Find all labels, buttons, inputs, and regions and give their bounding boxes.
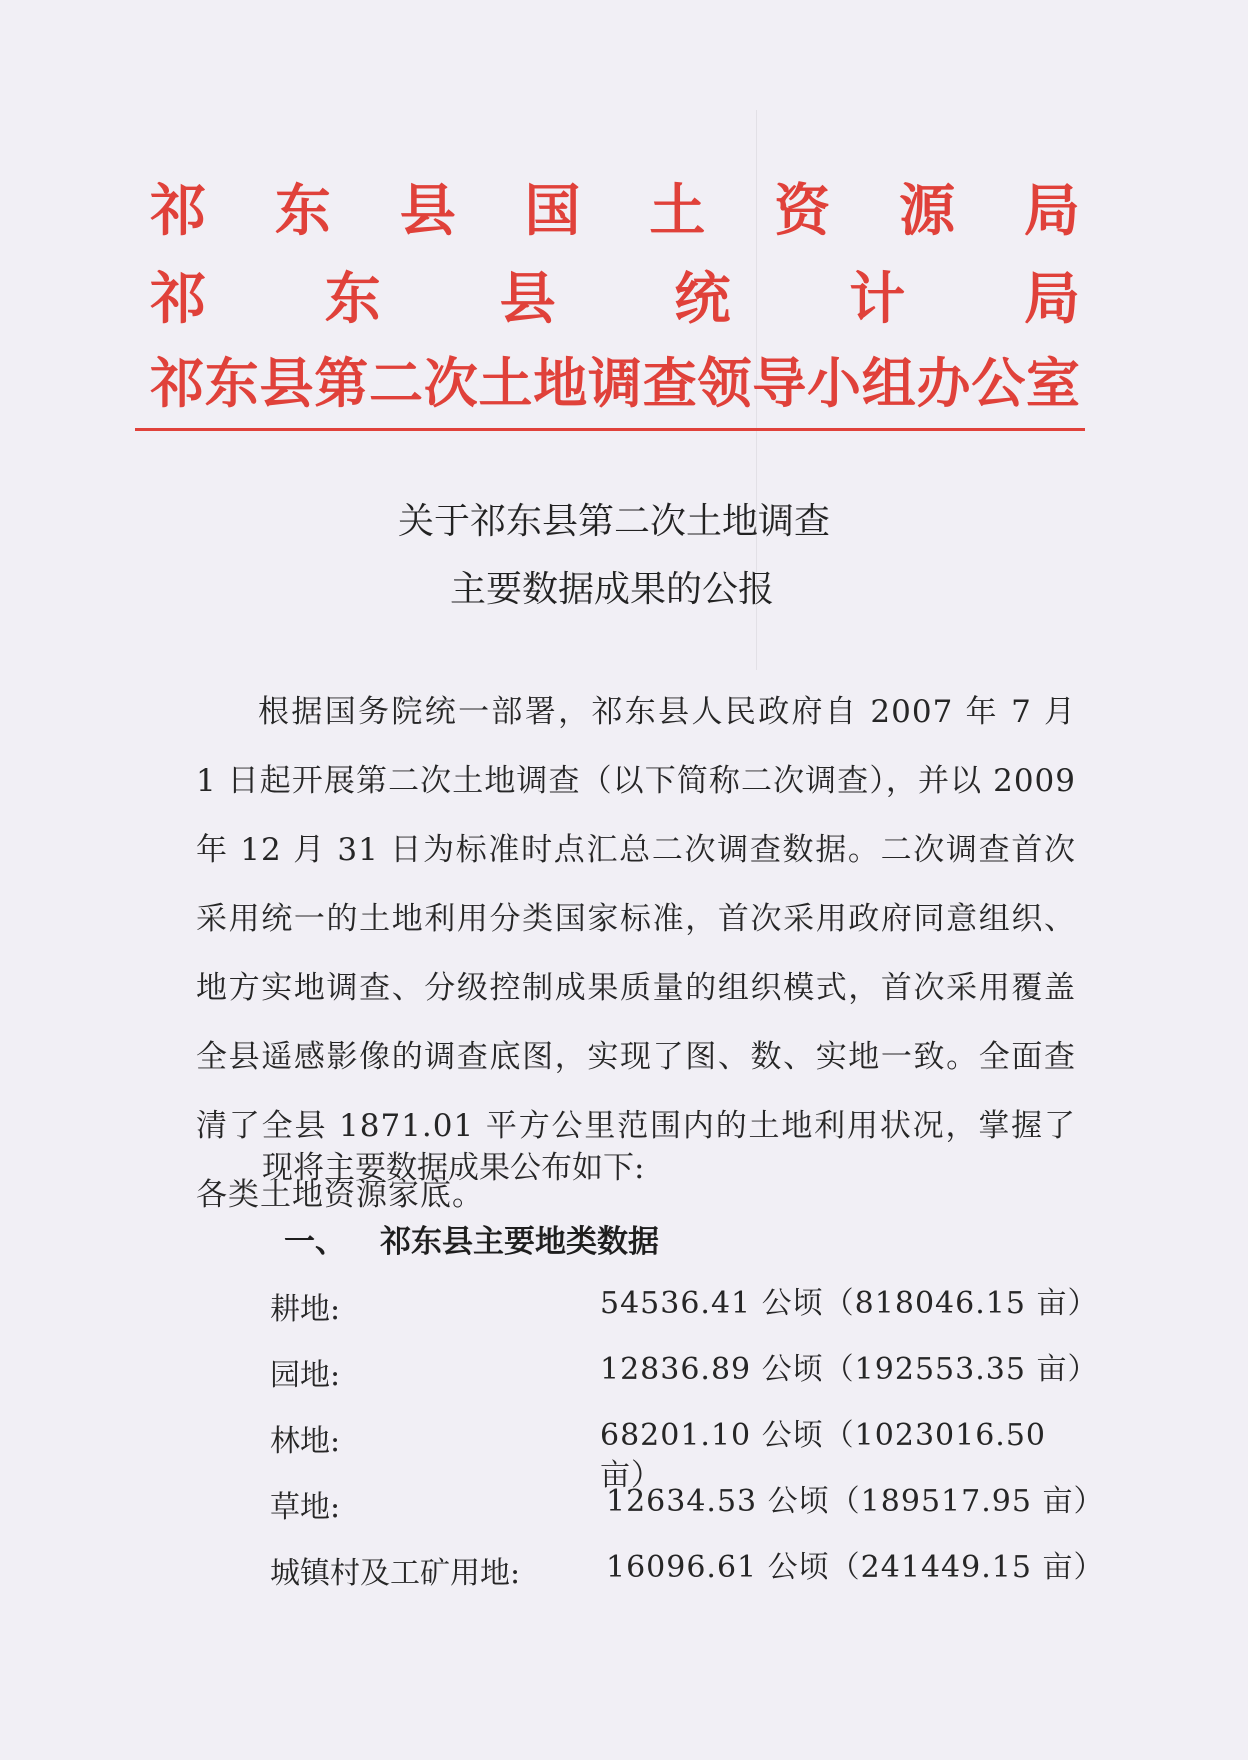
land-type-value: 12634.53 公顷（189517.95 亩） [606, 1484, 1105, 1519]
letterhead-statistics-bureau [150, 268, 1080, 332]
letterhead-char: 祁 [150, 352, 204, 415]
letterhead-char: 公 [971, 352, 1026, 415]
land-type-value: 12836.89 公顷（192553.35 亩） [600, 1352, 1099, 1387]
letterhead-char: 计 [849, 267, 906, 332]
letterhead-char: 室 [1026, 352, 1080, 415]
letterhead-char: 组 [861, 352, 916, 415]
land-type-label: 耕地: [270, 1292, 341, 1327]
land-type-label: 草地: [270, 1490, 341, 1525]
letterhead-char: 县 [399, 179, 456, 244]
land-type-row [270, 1550, 1105, 1620]
letterhead-char: 地 [533, 352, 588, 415]
body-paragraph: 根据国务院统一部署，祁东县人民政府自 2007 年 7 月 1 日起开展第二次土地调查（以下简称二次调查），并以 2009 年 12 月 31 日为标准时点汇总二次调查数据。二次调查首次采用统一的土地利用分类国家标准，首次采用政府同意组织、地方实地调查、分级控制成果质量的组织模式，首次采用覆盖全县遥感影像的调查底图，实现了图、数、实地一致。全面查清了全县 1871.01 平方公里范围内的土地利用状况，掌握了各类土地资源家底。 [196, 694, 1076, 1213]
letterhead-char: 祁 [150, 267, 206, 332]
letterhead-char: 二 [369, 352, 423, 415]
letterhead-char: 源 [899, 179, 956, 244]
letterhead-char: 土 [649, 179, 706, 244]
letterhead-char: 国 [524, 179, 581, 244]
land-type-row [270, 1484, 1105, 1554]
letterhead-char: 资 [774, 179, 831, 244]
land-type-row [270, 1352, 1099, 1422]
letterhead-char: 统 [674, 267, 731, 332]
land-type-value: 16096.61 公顷（241449.15 亩） [606, 1550, 1105, 1585]
letterhead-char: 祁 [150, 179, 206, 244]
letterhead-char: 东 [324, 267, 381, 332]
document-title-line1: 关于祁东县第二次土地调查 [397, 501, 830, 542]
letterhead-char: 办 [916, 352, 971, 415]
letterhead-char: 导 [752, 352, 807, 415]
letterhead-char: 东 [274, 179, 331, 244]
letterhead-char: 局 [1023, 267, 1080, 332]
land-type-label: 园地: [270, 1358, 341, 1393]
land-type-list [270, 1286, 1105, 1620]
letterhead-survey-office [150, 352, 1080, 416]
land-type-value: 54536.41 公顷（818046.15 亩） [600, 1286, 1099, 1321]
letterhead-char: 土 [478, 352, 533, 415]
land-type-label: 林地: [270, 1424, 341, 1459]
land-type-row [270, 1286, 1099, 1356]
letterhead-char: 局 [1023, 179, 1080, 244]
section-title: 祁东县主要地类数据 [380, 1224, 659, 1260]
land-type-label: 城镇村及工矿用地: [270, 1556, 521, 1591]
letterhead-char: 次 [423, 352, 478, 415]
intro-line: 现将主要数据成果公布如下: [262, 1150, 645, 1186]
land-type-value: 68201.10 公顷（1023016.50 亩） [600, 1418, 1046, 1493]
letterhead-char: 小 [807, 352, 861, 415]
letterhead-char: 东 [204, 352, 259, 415]
letterhead-char: 查 [642, 352, 697, 415]
letterhead-char: 调 [588, 352, 642, 415]
section-number: 一、 [284, 1224, 346, 1260]
letterhead-land-resources-bureau [150, 180, 1080, 244]
letterhead-char: 领 [697, 352, 752, 415]
letterhead-char: 县 [259, 352, 314, 415]
letterhead-char: 县 [499, 267, 556, 332]
document-title-line2: 主要数据成果的公报 [449, 569, 774, 610]
section-heading [284, 1222, 659, 1262]
letterhead-divider [135, 428, 1085, 431]
land-type-row [270, 1418, 1090, 1493]
letterhead-char: 第 [314, 352, 369, 415]
